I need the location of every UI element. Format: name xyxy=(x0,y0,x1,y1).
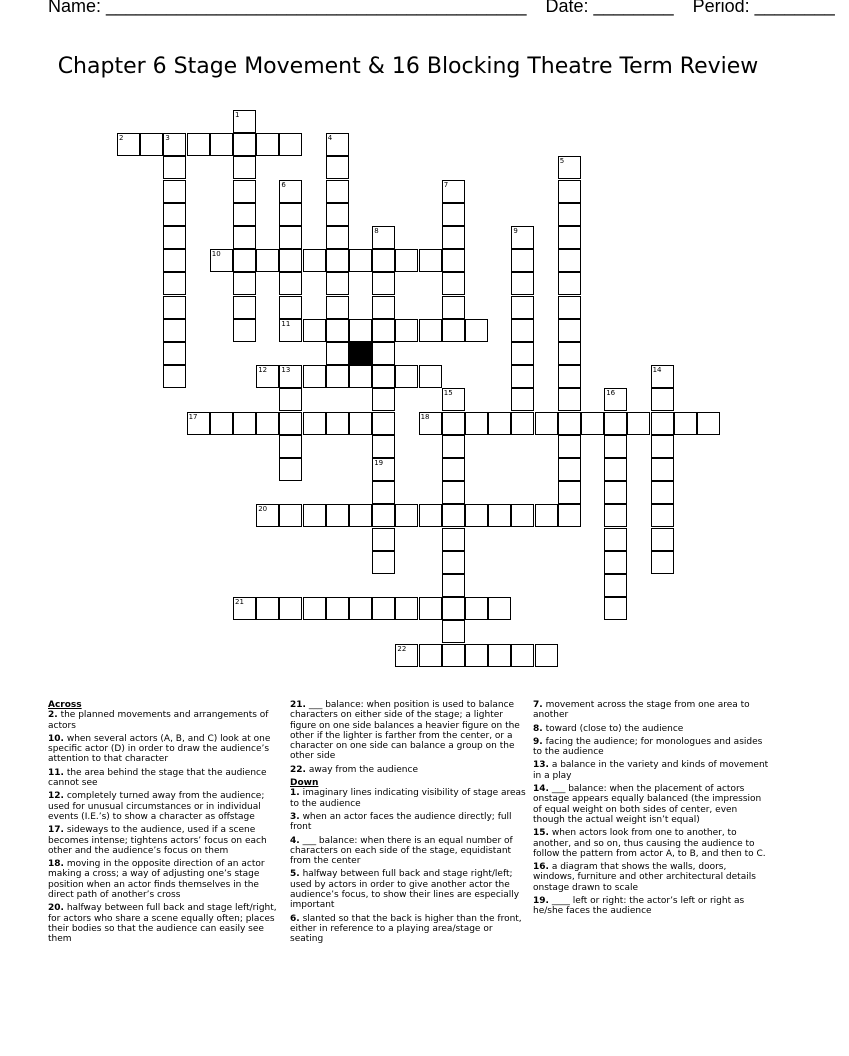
cell-number: 11 xyxy=(281,319,291,328)
grid-cell[interactable] xyxy=(233,272,256,295)
clue-number: 8. xyxy=(533,723,543,734)
grid-cell[interactable] xyxy=(163,365,186,388)
clue-number: 15. xyxy=(533,828,549,839)
grid-cell[interactable] xyxy=(163,203,186,226)
clue-text: ___ balance: when the placement of actors onstage appears equally balanced (the impression of equal weight on both sides of center, even though the actual weight isn’t equal) xyxy=(533,784,762,825)
grid-cell[interactable] xyxy=(604,574,627,597)
grid-cell[interactable] xyxy=(511,249,534,272)
grid-cell[interactable] xyxy=(372,597,395,620)
grid-cell[interactable] xyxy=(604,388,627,411)
grid-cell[interactable] xyxy=(372,528,395,551)
grid-cell[interactable] xyxy=(442,551,465,574)
grid-cell[interactable] xyxy=(372,388,395,411)
grid-cell[interactable] xyxy=(419,597,442,620)
clue-text: a balance in the variety and kinds of movement in a play xyxy=(533,760,769,781)
grid-cell[interactable] xyxy=(442,296,465,319)
grid-cell[interactable] xyxy=(419,319,442,342)
grid-cell[interactable] xyxy=(604,458,627,481)
grid-cell[interactable] xyxy=(558,249,581,272)
grid-cell[interactable] xyxy=(558,296,581,319)
grid-cell[interactable] xyxy=(558,458,581,481)
grid-cell[interactable] xyxy=(163,296,186,319)
cell-number: 16 xyxy=(606,389,616,398)
grid-cell[interactable] xyxy=(442,528,465,551)
grid-cell[interactable] xyxy=(163,180,186,203)
clue-across-17 xyxy=(48,825,278,856)
grid-cell[interactable] xyxy=(558,156,581,179)
grid-cell[interactable] xyxy=(303,365,326,388)
grid-cell[interactable] xyxy=(604,435,627,458)
cell-number: 7 xyxy=(443,180,449,189)
grid-cell[interactable] xyxy=(163,249,186,272)
clues-column-3 xyxy=(533,700,769,920)
grid-cell[interactable] xyxy=(326,226,349,249)
grid-cell[interactable] xyxy=(163,226,186,249)
clue-across-18 xyxy=(48,859,278,900)
grid-cell[interactable] xyxy=(349,597,372,620)
grid-cell[interactable] xyxy=(511,272,534,295)
grid-cell[interactable] xyxy=(581,412,604,435)
grid-cell[interactable] xyxy=(303,597,326,620)
date-field[interactable]: Date: ________ xyxy=(545,0,674,16)
clues-column-1 xyxy=(48,700,278,948)
grid-cell[interactable] xyxy=(558,412,581,435)
grid-cell[interactable] xyxy=(372,365,395,388)
cell-number: 9 xyxy=(513,227,518,235)
grid-cell[interactable] xyxy=(465,504,488,527)
clue-down-3 xyxy=(290,812,526,833)
grid-block xyxy=(349,342,372,365)
grid-cell[interactable] xyxy=(465,644,488,667)
cell-number: 2 xyxy=(119,134,124,143)
grid-cell[interactable] xyxy=(233,110,256,133)
grid-cell[interactable] xyxy=(233,319,256,342)
grid-cell[interactable] xyxy=(395,644,418,667)
grid-cell[interactable] xyxy=(326,504,349,527)
grid-cell[interactable] xyxy=(558,203,581,226)
grid-cell[interactable] xyxy=(558,272,581,295)
grid-cell[interactable] xyxy=(395,504,418,527)
clue-across-12 xyxy=(48,791,278,822)
cell-number: 22 xyxy=(397,644,407,653)
grid-cell[interactable] xyxy=(326,156,349,179)
grid-cell[interactable] xyxy=(279,412,302,435)
clue-number: 6. xyxy=(290,913,300,924)
grid-cell[interactable] xyxy=(511,319,534,342)
grid-cell[interactable] xyxy=(535,504,558,527)
grid-cell[interactable] xyxy=(349,319,372,342)
grid-cell[interactable] xyxy=(210,249,233,272)
clue-across-20 xyxy=(48,903,278,944)
grid-cell[interactable] xyxy=(326,342,349,365)
grid-cell[interactable] xyxy=(651,412,674,435)
clue-number: 4. xyxy=(290,835,300,846)
grid-cell[interactable] xyxy=(233,412,256,435)
clue-number: 17. xyxy=(48,825,64,836)
grid-cell[interactable] xyxy=(604,504,627,527)
cell-number: 4 xyxy=(327,134,333,143)
clue-number: 21. xyxy=(290,700,306,710)
cell-number: 8 xyxy=(374,227,379,235)
grid-cell[interactable] xyxy=(279,133,302,156)
cell-number: 3 xyxy=(165,134,170,143)
cell-number: 18 xyxy=(420,412,430,421)
grid-cell[interactable] xyxy=(651,458,674,481)
grid-cell[interactable] xyxy=(558,365,581,388)
clue-text: halfway between full back and stage left/right, for actors who share a scene equally often; places their bodies so that the audience can easily see them xyxy=(48,903,277,945)
grid-cell[interactable] xyxy=(326,412,349,435)
grid-cell[interactable] xyxy=(395,365,418,388)
clue-text: a diagram that shows the walls, doors, windows, furniture and other architectural details onstage drawn to scale xyxy=(533,862,756,893)
cell-number: 19 xyxy=(374,459,384,467)
clue-text: facing the audience; for monologues and asides to the audience xyxy=(533,736,763,758)
grid-cell[interactable] xyxy=(187,412,210,435)
grid-cell[interactable] xyxy=(419,365,442,388)
grid-cell[interactable] xyxy=(488,412,511,435)
clue-down-16 xyxy=(533,862,769,893)
clue-number: 22. xyxy=(290,764,306,775)
grid-cell[interactable] xyxy=(488,597,511,620)
clue-number: 2. xyxy=(48,710,58,721)
cell-number: 17 xyxy=(188,412,198,421)
cell-number: 14 xyxy=(652,366,662,375)
clue-across-2 xyxy=(48,710,278,731)
grid-cell[interactable] xyxy=(372,435,395,458)
grid-cell[interactable] xyxy=(279,388,302,411)
grid-cell[interactable] xyxy=(372,481,395,504)
grid-cell[interactable] xyxy=(488,644,511,667)
grid-cell[interactable] xyxy=(511,365,534,388)
cell-number: 20 xyxy=(258,505,268,514)
grid-cell[interactable] xyxy=(372,412,395,435)
clue-text: ___ balance: when there is an equal number of characters on each side of the stage, equidistant from the center xyxy=(290,835,513,867)
clue-number: 11. xyxy=(48,767,64,778)
clue-number: 14. xyxy=(533,784,549,795)
grid-cell[interactable] xyxy=(674,412,697,435)
grid-cell[interactable] xyxy=(279,504,302,527)
grid-cell[interactable] xyxy=(279,597,302,620)
grid-cell[interactable] xyxy=(395,319,418,342)
clue-down-6 xyxy=(290,914,526,945)
clue-down-4 xyxy=(290,836,526,867)
cell-number: 6 xyxy=(281,180,286,189)
grid-cell[interactable] xyxy=(279,226,302,249)
clue-number: 18. xyxy=(48,859,64,870)
grid-cell[interactable] xyxy=(558,319,581,342)
grid-cell[interactable] xyxy=(279,272,302,295)
grid-cell[interactable] xyxy=(651,528,674,551)
grid-cell[interactable] xyxy=(419,644,442,667)
grid-cell[interactable] xyxy=(187,133,210,156)
grid-cell[interactable] xyxy=(326,319,349,342)
grid-cell[interactable] xyxy=(279,249,302,272)
grid-cell[interactable] xyxy=(419,249,442,272)
grid-cell[interactable] xyxy=(442,412,465,435)
grid-cell[interactable] xyxy=(535,412,558,435)
clue-number: 10. xyxy=(48,733,64,744)
clue-number: 1. xyxy=(290,788,300,799)
grid-cell[interactable] xyxy=(651,481,674,504)
grid-cell[interactable] xyxy=(233,156,256,179)
cell-number: 12 xyxy=(258,366,268,375)
grid-cell[interactable] xyxy=(372,504,395,527)
grid-cell[interactable] xyxy=(442,388,465,411)
grid-cell[interactable] xyxy=(163,272,186,295)
grid-cell[interactable] xyxy=(442,574,465,597)
grid-cell[interactable] xyxy=(326,597,349,620)
clue-across-10 xyxy=(48,734,278,765)
grid-cell[interactable] xyxy=(651,551,674,574)
grid-cell[interactable] xyxy=(372,319,395,342)
grid-cell[interactable] xyxy=(256,249,279,272)
clue-number: 12. xyxy=(48,791,64,802)
period-field[interactable]: Period: ________ xyxy=(692,0,835,16)
clue-text: when several actors (A, B, and C) look at one specific actor (D) in order to draw the audience’s attention to that character xyxy=(48,733,271,765)
grid-cell[interactable] xyxy=(279,365,302,388)
grid-cell[interactable] xyxy=(651,365,674,388)
cell-number: 10 xyxy=(211,250,221,259)
grid-cell[interactable] xyxy=(233,133,256,156)
cell-number: 15 xyxy=(443,389,453,398)
grid-cell[interactable] xyxy=(140,133,163,156)
grid-cell[interactable] xyxy=(303,504,326,527)
clue-text: slanted so that the back is higher than the front, either in reference to a playing area/stage or seating xyxy=(290,913,522,945)
grid-cell[interactable] xyxy=(372,249,395,272)
grid-cell[interactable] xyxy=(511,412,534,435)
clue-text: completely turned away from the audience; used for unusual circumstances or in individual events (I.E.’s) to show a character as offstage xyxy=(48,791,265,822)
grid-cell[interactable] xyxy=(256,597,279,620)
grid-cell[interactable] xyxy=(442,180,465,203)
grid-cell[interactable] xyxy=(279,319,302,342)
grid-cell[interactable] xyxy=(279,296,302,319)
grid-cell[interactable] xyxy=(279,180,302,203)
grid-cell[interactable] xyxy=(442,272,465,295)
grid-cell[interactable] xyxy=(442,226,465,249)
grid-cell[interactable] xyxy=(163,133,186,156)
grid-cell[interactable] xyxy=(233,226,256,249)
grid-cell[interactable] xyxy=(326,133,349,156)
grid-cell[interactable] xyxy=(233,203,256,226)
clue-text: sideways to the audience, used if a scene becomes intense; tightens actors’ focus on each other and the audience’s focus on them xyxy=(48,825,267,856)
clue-down-8 xyxy=(533,724,769,734)
clue-down-5 xyxy=(290,869,526,910)
grid-cell[interactable] xyxy=(604,551,627,574)
cell-number: 21 xyxy=(235,598,244,607)
grid-cell[interactable] xyxy=(349,249,372,272)
grid-cell[interactable] xyxy=(604,412,627,435)
clue-down-1 xyxy=(290,788,526,809)
clue-down-9 xyxy=(533,737,769,758)
grid-cell[interactable] xyxy=(558,435,581,458)
clue-number: 20. xyxy=(48,903,64,914)
grid-cell[interactable] xyxy=(372,458,395,481)
grid-cell[interactable] xyxy=(442,481,465,504)
clue-text: movement across the stage from one area to another xyxy=(533,700,750,721)
grid-cell[interactable] xyxy=(442,249,465,272)
grid-cell[interactable] xyxy=(279,435,302,458)
clue-across-22 xyxy=(290,765,526,775)
grid-cell[interactable] xyxy=(697,412,720,435)
clue-number: 16. xyxy=(533,862,549,873)
page-title: Chapter 6 Stage Movement & 16 Blocking Theatre Term Review xyxy=(57,54,759,79)
grid-cell[interactable] xyxy=(604,597,627,620)
clue-number: 3. xyxy=(290,811,300,822)
grid-cell[interactable] xyxy=(279,203,302,226)
grid-cell[interactable] xyxy=(558,388,581,411)
grid-cell[interactable] xyxy=(372,226,395,249)
clue-text: moving in the opposite direction of an actor making a cross; a way of adjusting one’s stage position when an actor finds themselves in the direct path of another’s cross xyxy=(48,859,265,901)
grid-cell[interactable] xyxy=(233,180,256,203)
grid-cell[interactable] xyxy=(651,435,674,458)
grid-cell[interactable] xyxy=(558,481,581,504)
grid-cell[interactable] xyxy=(326,365,349,388)
grid-cell[interactable] xyxy=(326,249,349,272)
clue-text: ___ balance: when position is used to balance characters on either side of the stage; a lighter figure on one side balances a heavier figure on the other if the lighter is farther from the center, or a character on one side can balance a group on the other side xyxy=(290,700,520,762)
grid-cell[interactable] xyxy=(511,504,534,527)
grid-cell[interactable] xyxy=(163,319,186,342)
down-heading: Down xyxy=(290,778,319,789)
clue-across-21 xyxy=(290,700,526,762)
grid-cell[interactable] xyxy=(349,365,372,388)
clue-text: when an actor faces the audience directly; full front xyxy=(290,811,512,833)
grid-cell[interactable] xyxy=(256,504,279,527)
grid-cell[interactable] xyxy=(210,412,233,435)
grid-cell[interactable] xyxy=(651,388,674,411)
clue-number: 7. xyxy=(533,700,543,710)
clue-number: 13. xyxy=(533,760,549,771)
grid-cell[interactable] xyxy=(233,249,256,272)
clue-number: 5. xyxy=(290,869,300,880)
grid-cell[interactable] xyxy=(558,504,581,527)
grid-cell[interactable] xyxy=(303,319,326,342)
grid-cell[interactable] xyxy=(465,319,488,342)
clue-text: the planned movements and arrangements of actors xyxy=(48,710,269,731)
clue-down-15 xyxy=(533,828,769,859)
clue-down-14 xyxy=(533,784,769,825)
grid-cell[interactable] xyxy=(372,551,395,574)
grid-cell[interactable] xyxy=(651,504,674,527)
grid-cell[interactable] xyxy=(604,528,627,551)
clue-text: halfway between full back and stage right/left; used by actors in order to give another actor the audience’s focus, to show their lines are especially important xyxy=(290,869,520,911)
cell-number: 13 xyxy=(281,366,291,375)
grid-cell[interactable] xyxy=(349,412,372,435)
grid-cell[interactable] xyxy=(210,133,233,156)
grid-cell[interactable] xyxy=(326,180,349,203)
grid-cell[interactable] xyxy=(511,296,534,319)
clue-text: when actors look from one to another, to another, and so on, thus causing the audience to follow the pattern from actor A, to B, and then to C. xyxy=(533,828,766,859)
grid-cell[interactable] xyxy=(279,458,302,481)
cell-number: 5 xyxy=(559,157,565,166)
clue-text: imaginary lines indicating visibility of stage areas to the audience xyxy=(290,788,526,809)
across-heading: Across xyxy=(48,700,82,710)
clue-down-13 xyxy=(533,760,769,781)
grid-cell[interactable] xyxy=(256,412,279,435)
grid-cell[interactable] xyxy=(419,504,442,527)
grid-cell[interactable] xyxy=(233,597,256,620)
grid-cell[interactable] xyxy=(511,226,534,249)
clue-across-11 xyxy=(48,768,278,789)
clue-down-7 xyxy=(533,700,769,721)
grid-cell[interactable] xyxy=(511,342,534,365)
grid-cell[interactable] xyxy=(488,504,511,527)
clue-number: 19. xyxy=(533,896,549,907)
grid-cell[interactable] xyxy=(326,203,349,226)
grid-cell[interactable] xyxy=(163,156,186,179)
grid-cell[interactable] xyxy=(419,412,442,435)
clue-down-19 xyxy=(533,896,769,917)
clue-text: ____ left or right: the actor’s left or right as he/she faces the audience xyxy=(533,896,745,917)
name-field[interactable]: Name: __________________________________________ xyxy=(48,0,527,16)
grid-cell[interactable] xyxy=(558,342,581,365)
grid-cell[interactable] xyxy=(442,435,465,458)
grid-cell[interactable] xyxy=(442,620,465,643)
grid-cell[interactable] xyxy=(256,133,279,156)
grid-cell[interactable] xyxy=(604,481,627,504)
clue-text: the area behind the stage that the audience cannot see xyxy=(48,767,267,789)
grid-cell[interactable] xyxy=(372,296,395,319)
grid-cell[interactable] xyxy=(535,644,558,667)
grid-cell[interactable] xyxy=(372,272,395,295)
grid-cell[interactable] xyxy=(442,458,465,481)
grid-cell[interactable] xyxy=(326,296,349,319)
grid-cell[interactable] xyxy=(465,597,488,620)
grid-cell[interactable] xyxy=(465,412,488,435)
grid-cell[interactable] xyxy=(303,249,326,272)
grid-cell[interactable] xyxy=(511,388,534,411)
grid-cell[interactable] xyxy=(395,249,418,272)
grid-cell[interactable] xyxy=(372,342,395,365)
clue-number: 9. xyxy=(533,736,543,747)
clue-text: away from the audience xyxy=(308,764,419,775)
grid-cell[interactable] xyxy=(326,272,349,295)
grid-cell[interactable] xyxy=(558,180,581,203)
grid-cell[interactable] xyxy=(511,644,534,667)
grid-cell[interactable] xyxy=(442,597,465,620)
grid-cell[interactable] xyxy=(395,597,418,620)
grid-cell[interactable] xyxy=(442,504,465,527)
grid-cell[interactable] xyxy=(627,412,650,435)
grid-cell[interactable] xyxy=(233,296,256,319)
grid-cell[interactable] xyxy=(442,319,465,342)
cell-number: 1 xyxy=(235,111,240,119)
grid-cell[interactable] xyxy=(442,644,465,667)
grid-cell[interactable] xyxy=(442,203,465,226)
clue-text: toward (close to) the audience xyxy=(545,723,684,734)
grid-cell[interactable] xyxy=(256,365,279,388)
grid-cell[interactable] xyxy=(303,412,326,435)
clues-column-2 xyxy=(290,700,526,948)
grid-cell[interactable] xyxy=(117,133,140,156)
grid-cell[interactable] xyxy=(558,226,581,249)
grid-cell[interactable] xyxy=(349,504,372,527)
grid-cell[interactable] xyxy=(163,342,186,365)
